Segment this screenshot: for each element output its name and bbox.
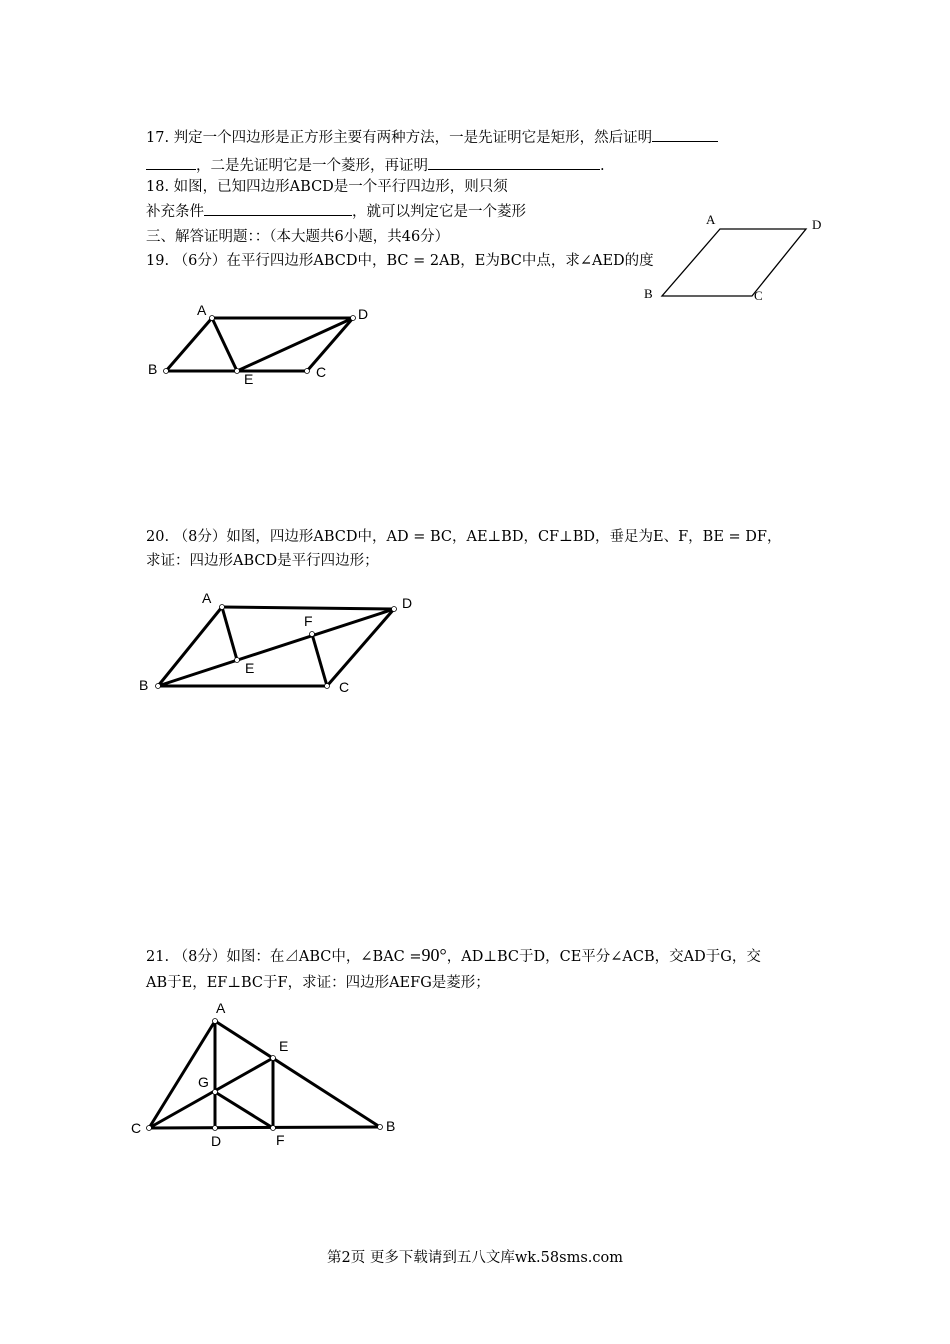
q20-label-f: F [304,613,313,629]
q21-label-a: A [216,1000,226,1016]
q21-ninety-degrees: 90° [421,945,447,965]
q19-text: 19. （6分）在平行四边形ABCD中，BC = 2AB，E为BC中点，求∠AED的度 [146,253,654,269]
page-footer [0,1246,950,1267]
q21-point-a [213,1019,218,1024]
q20-label-c: C [339,679,350,695]
section3-title-text: 三、解答证明题：：（本大题共6小题，共46分） [146,229,450,245]
q21-segment-gf [215,1092,273,1128]
q21-point-d [213,1126,218,1131]
q21-point-e [271,1056,276,1061]
q20-label-d: D [402,595,413,611]
q17-text: 17. 判定一个四边形是正方形主要有两种方法，一是先证明它是矩形，然后证明 [146,130,653,146]
q21-label-e: E [279,1038,289,1054]
q21-text-2: AB于E，EF⊥BC于F，求证：四边形AEFG是菱形； [146,975,490,991]
q18-text: 18. 如图，已知四边形ABCD是一个平行四边形，则只须 [146,179,508,195]
q21-point-c [147,1126,152,1131]
q20-text-2: 求证：四边形ABCD是平行四边形； [146,553,379,569]
q18-label-a: A [706,212,716,227]
q21-segment-cb [149,1127,380,1128]
q21-point-g [213,1090,218,1095]
q21-point-b [378,1125,383,1130]
q19-label-b: B [148,361,158,377]
q20-label-b: B [139,677,149,693]
q20-label-e: E [245,660,255,676]
q21-label-d: D [211,1133,222,1149]
footer-text: 第2页 更多下载请到五八文库wk.58sms.com [327,1250,623,1266]
q18-label-c: C [754,288,763,303]
q19-label-c: C [316,364,327,380]
q17-text-end: . [600,158,605,174]
q21-text-start: 21. （8分）如图：在⊿ABC中，∠BAC = [146,949,422,965]
q18-text-start: 补充条件 [146,204,204,220]
q19-label-a: A [197,302,207,318]
q17-text-mid: ，二是先证明它是一个菱形，再证明 [196,158,428,174]
q21-text-end: ，AD⊥BC于D，CE平分∠ACB，交AD于G，交 [446,949,761,965]
q21-point-f [271,1126,276,1131]
q21-label-g: G [198,1074,209,1090]
q19-label-e: E [244,371,254,387]
q21-label-b: B [386,1118,396,1134]
q18-text-end: ，就可以判定它是一个菱形 [352,204,526,220]
q18-label-b: B [644,286,653,301]
q21-label-c: C [131,1120,142,1136]
q20-label-a: A [202,590,212,606]
q18-label-d: D [812,217,822,232]
q21-segment-ab [215,1021,380,1127]
q21-label-f: F [276,1132,285,1148]
q20-text-1: 20. （8分）如图，四边形ABCD中，AD = BC，AE⊥BD，CF⊥BD，垂足为E、F，BE = DF， [146,529,782,545]
q19-label-d: D [358,306,369,322]
